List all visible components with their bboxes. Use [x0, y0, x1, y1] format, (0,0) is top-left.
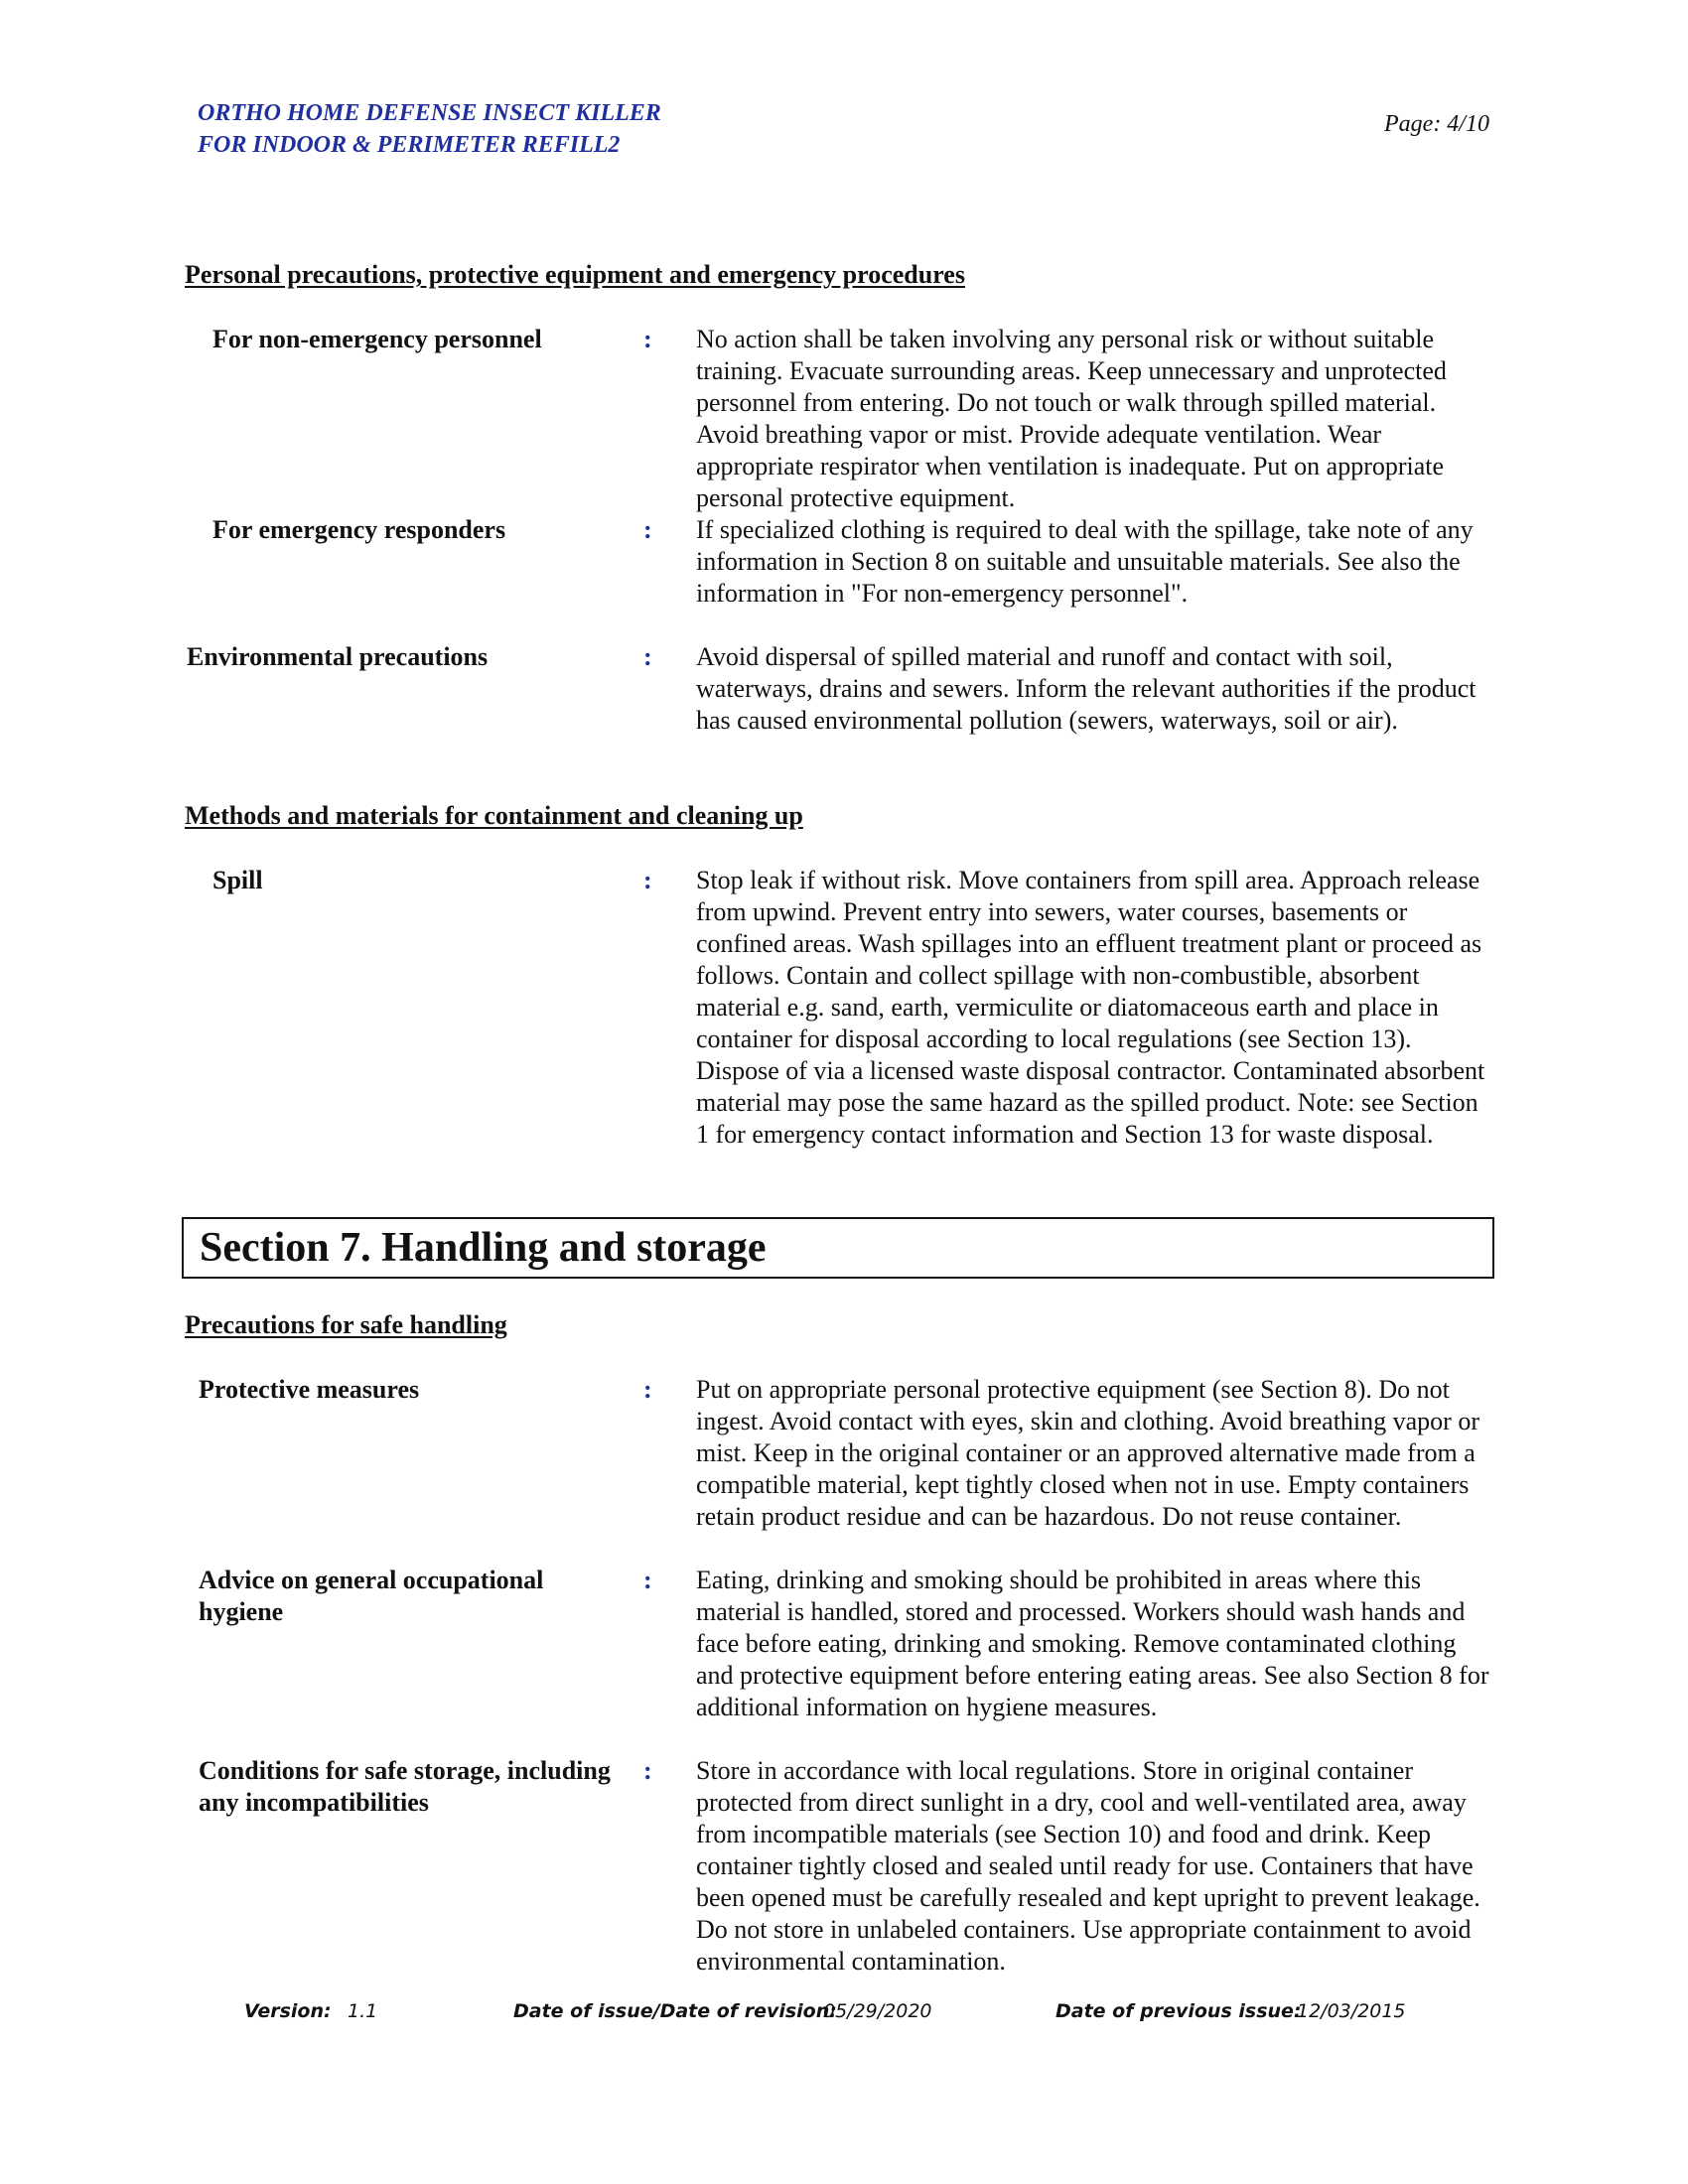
protective-measures-text: Put on appropriate personal protective equipment (see Section 8). Do not ingest. Avoid contact with eyes, skin and clothing. Avoid breathing vapor or mist. Keep in the original container or an approved alternative made from a compatible material, kept tightly closed when not in use. Empty containers retain product residue and can be hazardous. Do not reuse container.: [696, 1375, 1480, 1531]
safe-storage-label: Conditions for safe storage, including any incompatibilities: [199, 1756, 611, 1817]
occupational-hygiene-text: Eating, drinking and smoking should be prohibited in areas where this material is handled, stored and processed. Workers should wash hands and face before eating, drinking and smoking. Remove contaminated clothing and protective equipment before entering eating areas. See also Section 8 for additional information on hygiene measures.: [696, 1566, 1489, 1721]
containment-heading: Methods and materials for containment and cleaning up: [185, 801, 803, 830]
non-emergency-text: No action shall be taken involving any personal risk or without suitable training. Evacuate surrounding areas. Keep unnecessary and unprotected personnel from entering. Do not touch or walk through spilled material. Avoid breathing vapor or mist. Provide adequate ventilation. Wear appropriate respirator when ventilation is inadequate. Put on appropriate personal protective equipment.: [696, 325, 1447, 512]
version-label: Version:: [244, 2000, 332, 2022]
colon-separator: :: [643, 1566, 652, 1594]
personal-precautions-heading: Personal precautions, protective equipment and emergency procedures: [185, 260, 965, 289]
colon-separator: :: [643, 325, 652, 353]
previous-issue-value: 12/03/2015: [1297, 2000, 1406, 2022]
section-7-title: Section 7. Handling and storage: [200, 1225, 767, 1271]
spill-text: Stop leak if without risk. Move containers from spill area. Approach release from upwind. Prevent entry into sewers, water courses, basements or confined areas. Wash spillages into an effluent treatment plant or proceed as follows. Contain and collect spillage with non-combustible, absorbent material e.g. sand, earth, vermiculite or diatomaceous earth and place in container for disposal according to local regulations (see Section 13). Dispose of via a licensed waste disposal contractor. Contaminated absorbent material may pose the same hazard as the spilled product. Note: see Section 1 for emergency contact information and Section 13 for waste disposal.: [696, 866, 1485, 1149]
previous-issue-label: Date of previous issue:: [1055, 2000, 1302, 2022]
colon-separator: :: [643, 642, 652, 671]
non-emergency-label: For non-emergency personnel: [212, 325, 542, 353]
colon-separator: :: [643, 866, 652, 894]
page-number: Page: 4/10: [1384, 111, 1489, 137]
issue-date-value: 05/29/2020: [823, 2000, 932, 2022]
page-footer: [0, 2000, 1688, 2030]
colon-separator: :: [643, 1375, 652, 1404]
section-7-header-box: [182, 1217, 1494, 1279]
safe-storage-text: Store in accordance with local regulations. Store in original container protected from direct sunlight in a dry, cool and well-ventilated area, away from incompatible materials (see Section 10) and food and drink. Keep container tightly closed and sealed until ready for use. Containers that have been opened must be carefully resealed and kept upright to prevent leakage. Do not store in unlabeled containers. Use appropriate containment to avoid environmental contamination.: [696, 1756, 1480, 1976]
title-line-1: ORTHO HOME DEFENSE INSECT KILLER: [198, 100, 661, 126]
spill-label: Spill: [212, 866, 263, 894]
colon-separator: :: [643, 515, 652, 544]
emergency-responders-label: For emergency responders: [212, 515, 506, 544]
occupational-hygiene-label: Advice on general occupational hygiene: [199, 1566, 544, 1626]
emergency-responders-text: If specialized clothing is required to deal with the spillage, take note of any information in Section 8 on suitable and unsuitable materials. See also the information in "For non-emergency personnel".: [696, 515, 1474, 608]
issue-date-label: Date of issue/Date of revision:: [513, 2000, 837, 2022]
protective-measures-label: Protective measures: [199, 1375, 420, 1404]
safe-handling-heading: Precautions for safe handling: [185, 1310, 507, 1339]
environmental-precautions-label: Environmental precautions: [187, 642, 489, 671]
colon-separator: :: [643, 1756, 652, 1785]
title-line-2: FOR INDOOR & PERIMETER REFILL2: [198, 132, 621, 158]
environmental-precautions-text: Avoid dispersal of spilled material and runoff and contact with soil, waterways, drains and sewers. Inform the relevant authorities if the product has caused environmental pollution (sewers, waterways, soil or air).: [696, 642, 1477, 735]
version-value: 1.1: [348, 2000, 378, 2022]
document-title: [198, 97, 661, 161]
